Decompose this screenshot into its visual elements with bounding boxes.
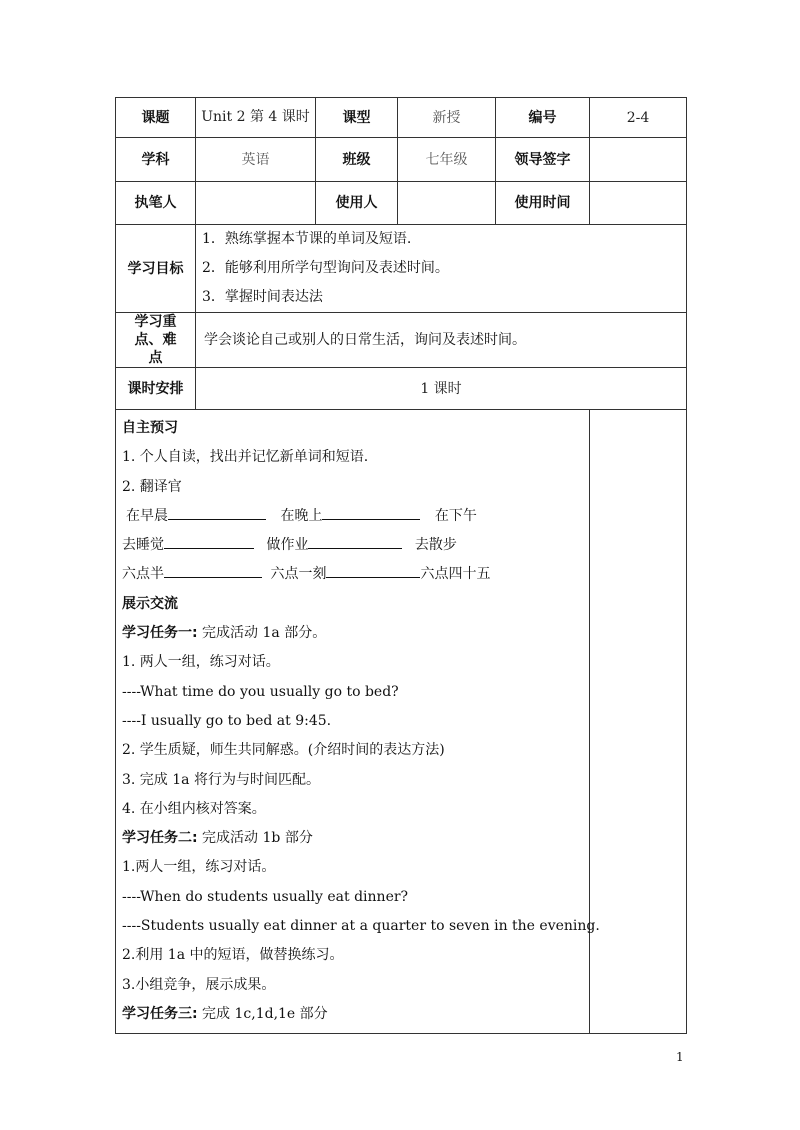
row-topic: [116, 98, 687, 138]
row-author: [116, 182, 687, 225]
phrase: 在下午: [434, 507, 477, 524]
task-1-step: 2. 学生质疑，师生共同解惑。(介绍时间的表达方法): [122, 742, 445, 759]
task-label: 学习任务一:: [122, 625, 198, 642]
page-number: 1: [676, 1050, 684, 1064]
row-goals: [116, 225, 687, 313]
class-value: 七年级: [398, 138, 496, 182]
number-value: 2-4: [590, 98, 687, 138]
row-subject: [116, 138, 687, 182]
phrase: 去睡觉: [122, 537, 164, 554]
task-label: 学习任务三:: [122, 1005, 198, 1022]
answer-blank[interactable]: [322, 505, 420, 520]
type-label: 课型: [316, 98, 398, 138]
dialog-question: ----When do students usually eat dinner?: [122, 888, 409, 905]
task-3-title: [122, 1000, 585, 1029]
goals-content: [196, 225, 687, 313]
subject-label: 学科: [116, 138, 196, 182]
task-text: 完成活动 1b 部分: [197, 830, 313, 847]
answer-blank[interactable]: [326, 563, 420, 578]
dialog-answer: ----I usually go to bed at 9:45.: [122, 712, 332, 729]
task-1-step: 4. 在小组内核对答案。: [122, 800, 266, 817]
phrase-row-3: [122, 560, 585, 589]
preview-title: 自主预习: [122, 420, 178, 436]
row-schedule: [116, 368, 687, 410]
topic-label: 课题: [116, 98, 196, 138]
goal-item: 1．熟练掌握本节课的单词及短语.: [202, 231, 412, 247]
leader-sign-value: [590, 138, 687, 182]
lesson-plan-table: [115, 97, 687, 1034]
task-1-step: 3. 完成 1a 将行为与时间匹配。: [122, 771, 320, 788]
use-time-value: [590, 182, 687, 225]
answer-blank[interactable]: [308, 534, 402, 549]
focus-label: 学习重点、难点: [116, 313, 196, 368]
phrase: 在早晨: [126, 507, 168, 524]
preview-step-2: 2. 翻译官: [122, 478, 182, 495]
schedule-value: 1 课时: [196, 368, 687, 410]
task-1-step: 1. 两人一组，练习对话。: [122, 654, 280, 671]
task-text: 完成 1c,1d,1e 部分: [197, 1005, 328, 1022]
goal-item: 3．掌握时间表达法: [202, 289, 323, 305]
focus-text: 学会谈论自己或别人的日常生活，询问及表述时间。: [196, 313, 687, 368]
goals-label: 学习目标: [116, 225, 196, 313]
task-label: 学习任务二:: [122, 830, 198, 847]
show-title: 展示交流: [122, 595, 178, 612]
dialog-question: ----What time do you usually go to bed?: [122, 683, 399, 700]
task-1-title: [122, 619, 585, 648]
author-label: 执笔人: [116, 182, 196, 225]
phrase: 去散步: [414, 537, 457, 554]
number-label: 编号: [496, 98, 590, 138]
class-label: 班级: [316, 138, 398, 182]
row-main: [116, 410, 687, 1034]
phrase: 在晚上: [280, 507, 323, 524]
phrase: 六点半: [122, 566, 164, 583]
task-2-step: 1.两人一组，练习对话。: [122, 859, 276, 876]
task-2-step: 2.利用 1a 中的短语，做替换练习。: [122, 947, 344, 964]
topic-value: Unit 2 第 4 课时: [196, 98, 316, 138]
answer-blank[interactable]: [164, 563, 262, 578]
user-value: [398, 182, 496, 225]
task-text: 完成活动 1a 部分。: [197, 625, 327, 642]
schedule-label: 课时安排: [116, 368, 196, 410]
subject-value: 英语: [196, 138, 316, 182]
use-time-label: 使用时间: [496, 182, 590, 225]
phrase-row-2: [122, 531, 585, 560]
phrase: 六点四十五: [420, 566, 491, 583]
notes-column: [590, 410, 687, 1034]
user-label: 使用人: [316, 182, 398, 225]
main-content: [116, 410, 600, 1034]
phrase: 做作业: [266, 537, 309, 554]
author-value: [196, 182, 316, 225]
answer-blank[interactable]: [168, 505, 266, 520]
answer-blank[interactable]: [164, 534, 254, 549]
dialog-answer: ----Students usually eat dinner at a quarter to seven in the evening.: [122, 918, 600, 935]
row-focus: [116, 313, 687, 368]
task-2-title: [122, 824, 585, 853]
task-2-step: 3.小组竞争，展示成果。: [122, 976, 276, 993]
phrase-row-1: [122, 502, 585, 531]
type-value: 新授: [398, 98, 496, 138]
leader-sign-label: 领导签字: [496, 138, 590, 182]
phrase: 六点一刻: [270, 566, 327, 583]
goal-item: 2．能够利用所学句型询问及表述时间。: [202, 260, 449, 276]
preview-step-1: 1. 个人自读，找出并记忆新单词和短语.: [122, 449, 369, 466]
